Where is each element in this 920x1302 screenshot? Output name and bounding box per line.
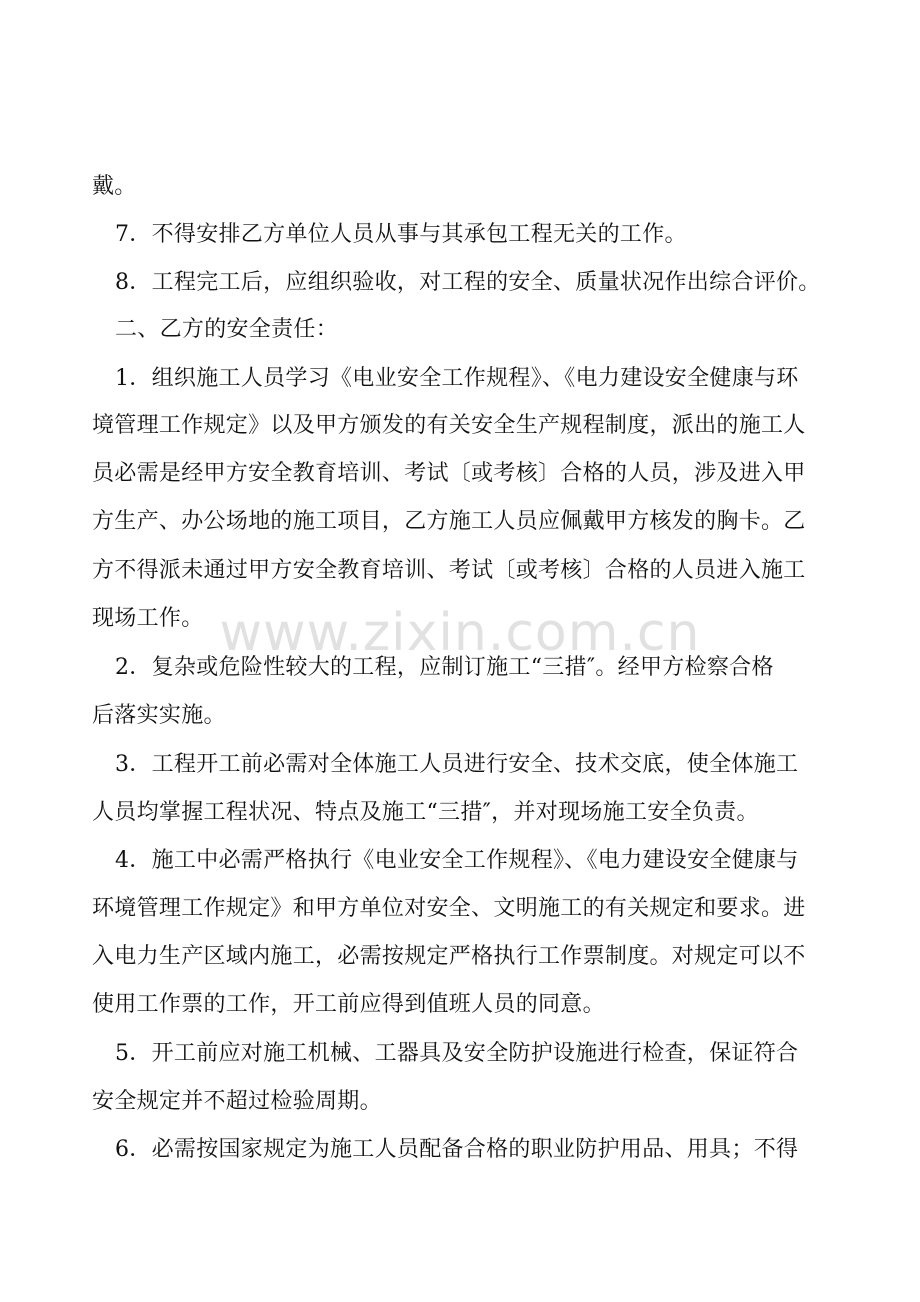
- text-line: 2．复杂或危险性较大的工程，应制订施工“三措″。经甲方检察合格: [115, 655, 774, 680]
- text-line: 7．不得安排乙方单位人员从事与其承包工程无关的工作。: [115, 222, 687, 247]
- text-line: 方生产、办公场地的施工项目，乙方施工人员应佩戴甲方核发的胸卡。乙: [92, 509, 806, 534]
- text-line: 6．必需按国家规定为施工人员配备合格的职业防护用品、用具；不得: [115, 1137, 799, 1162]
- text-line: 8．工程完工后，应组织验收，对工程的安全、质量状况作出综合评价。: [115, 270, 821, 295]
- text-line: 安全规定并不超过检验周期。: [92, 1089, 382, 1114]
- text-line: 戴。: [92, 174, 137, 199]
- text-line: 5．开工前应对施工机械、工器具及安全防护设施进行检查，保证符合: [115, 1041, 799, 1066]
- text-line: 方不得派未通过甲方安全教育培训、考试〔或考核〕合格的人员进入施工: [92, 558, 806, 583]
- text-line: 4．施工中必需严格执行《电业安全工作规程》、《电力建设安全健康与: [115, 848, 799, 873]
- text-line: 使用工作票的工作，开工前应得到值班人员的同意。: [92, 992, 605, 1017]
- text-line: 人员均掌握工程状况、特点及施工“三措″，并对现场施工安全负责。: [92, 800, 759, 825]
- text-line: 现场工作。: [92, 606, 204, 631]
- text-line: 3．工程开工前必需对全体施工人员进行安全、技术交底，使全体施工: [115, 752, 799, 777]
- text-line: 1．组织施工人员学习《电业安全工作规程》、《电力建设安全健康与环: [115, 366, 799, 391]
- text-line: 后落实实施。: [92, 703, 226, 728]
- text-line: 入电力生产区域内施工，必需按规定严格执行工作票制度。对规定可以不: [92, 944, 806, 969]
- text-line: 环境管理工作规定》和甲方单位对安全、文明施工的有关规定和要求。进: [92, 896, 806, 921]
- text-line: 境管理工作规定》以及甲方颁发的有关安全生产规程制度，派出的施工人: [92, 413, 806, 438]
- watermark: www.zixin.com.cn: [219, 603, 701, 663]
- text-line: 员必需是经甲方安全教育培训、考试〔或考核〕合格的人员，涉及进入甲: [92, 461, 806, 486]
- section-heading: 二、乙方的安全责任：: [115, 317, 339, 342]
